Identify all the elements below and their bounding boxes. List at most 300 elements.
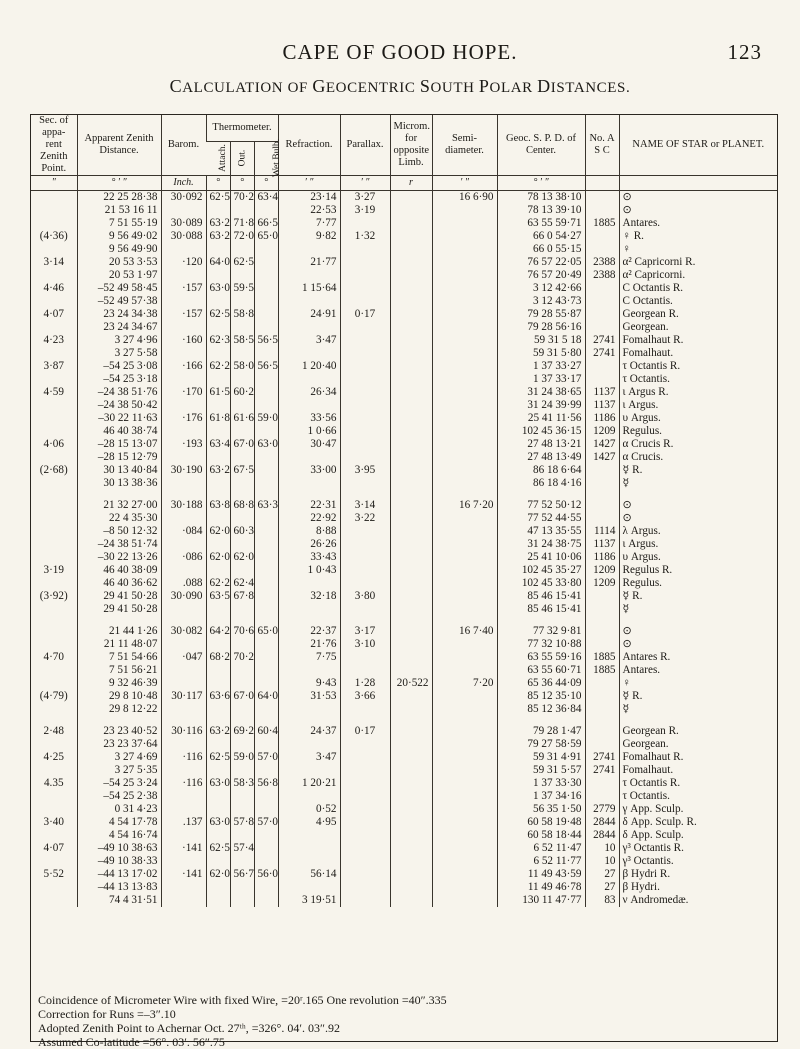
cell-att [206,204,230,217]
cell-geoc: 86 18 6·64 [497,464,585,477]
cell-out: 59·0 [230,751,254,764]
title-part: OUTH [430,80,479,96]
cell-geoc: 78 13 38·10 [497,191,585,205]
cell-semi: 16 7·20 [432,499,497,512]
cell-geoc: 77 32 9·81 [497,625,585,638]
cell-ref: 30·47 [278,438,340,451]
cell-star: τ Octantis. [619,790,777,803]
cell-geoc: 1 37 33·27 [497,360,585,373]
cell-bar: 30·188 [161,499,206,512]
cell-bar: ·116 [161,777,206,790]
cell-zd: 9 56 49·02 [77,230,161,243]
cell-semi [432,590,497,603]
cell-semi [432,564,497,577]
cell-sec [31,204,77,217]
cell-geoc: 60 58 18·44 [497,829,585,842]
cell-no [585,321,619,334]
cell-sec: 4·07 [43,842,64,854]
cell-out [230,564,254,577]
cell-star: ⊙ [619,625,777,638]
unit-cell [585,176,619,191]
cell-zd: 46 40 38·74 [77,425,161,438]
cell-geoc: 85 12 36·84 [497,703,585,716]
cell-zd: 3 27 4·96 [77,334,161,347]
cell-out [230,664,254,677]
cell-wet: 65·0 [254,625,278,638]
header-semi-diameter: Semi-diameter. [432,115,497,176]
cell-mic [390,638,432,651]
cell-no [585,512,619,525]
cell-out [230,764,254,777]
cell-mic [390,230,432,243]
cell-zd: 46 40 38·09 [77,564,161,577]
cell-sec [31,829,77,842]
cell-star: ⊙ [619,191,777,205]
cell-semi [432,868,497,881]
cell-sec: 4.35 [43,777,64,789]
cell-ref: 22·37 [278,625,340,638]
cell-sec: 4·46 [43,282,64,294]
cell-mic [390,829,432,842]
cell-att [206,399,230,412]
cell-att: 62·5 [206,191,230,205]
cell-out: 62·4 [230,577,254,590]
cell-bar: ·116 [161,751,206,764]
gap-cell [254,490,278,499]
cell-ref: 26·26 [278,538,340,551]
cell-star: ⊙ [619,499,777,512]
cell-att: 64·0 [206,256,230,269]
cell-par: 3·19 [340,204,390,217]
cell-mic [390,256,432,269]
cell-out [230,399,254,412]
cell-att [206,638,230,651]
cell-wet [254,564,278,577]
cell-zd: 21 11 48·07 [77,638,161,651]
cell-sec [31,603,77,616]
cell-zd: –49 10 38·63 [77,842,161,855]
cell-wet: 56·5 [254,360,278,373]
cell-bar: ·086 [161,551,206,564]
cell-no [585,638,619,651]
table-row [31,677,777,690]
cell-star: ⊙ [619,638,777,651]
cell-no [585,204,619,217]
cell-par [340,881,390,894]
cell-wet [254,790,278,803]
cell-bar: .137 [161,816,206,829]
title-part: EOCENTRIC [325,80,420,96]
cell-wet [254,269,278,282]
cell-bar: ·193 [161,438,206,451]
cell-bar: ·084 [161,525,206,538]
cell-semi [432,230,497,243]
cell-semi [432,308,497,321]
cell-zd: 3 27 4·69 [77,751,161,764]
table-row [31,894,777,907]
gap-cell [619,716,777,725]
cell-ref: 23·14 [278,191,340,205]
cell-star: Fomalhaut. [619,764,777,777]
cell-no: 1137 [585,399,619,412]
cell-sec [31,451,77,464]
cell-no [585,464,619,477]
cell-att: 62·5 [206,308,230,321]
running-head [0,40,800,66]
cell-mic [390,334,432,347]
header-barometer: Barom. [161,115,206,176]
cell-att [206,512,230,525]
cell-geoc: 63 55 60·71 [497,664,585,677]
cell-par: 3·14 [340,499,390,512]
cell-star: γ³ Octantis. [619,855,777,868]
gap-cell [340,490,390,499]
cell-zd: –30 22 11·63 [77,412,161,425]
cell-out: 70·2 [230,651,254,664]
cell-par [340,282,390,295]
cell-sec [31,217,77,230]
cell-sec [31,243,77,256]
cell-wet: 57·0 [254,816,278,829]
cell-zd: 23 23 37·64 [77,738,161,751]
cell-star: α² Capricorni. [619,269,777,282]
table-row [31,230,777,243]
cell-out: 69·2 [230,725,254,738]
header-refraction: Refraction. [278,115,340,176]
cell-no [585,477,619,490]
cell-no: 2388 [585,269,619,282]
cell-star: ι Argus. [619,538,777,551]
table-row [31,751,777,764]
table-row [31,334,777,347]
cell-par: 0·17 [340,308,390,321]
cell-bar [161,477,206,490]
table-row [31,360,777,373]
table-row [31,538,777,551]
cell-geoc: 25 41 11·56 [497,412,585,425]
gap-cell [619,490,777,499]
cell-att [206,603,230,616]
cell-par: 1·32 [340,230,390,243]
cell-no: 2844 [585,816,619,829]
cell-geoc: 66 0 54·27 [497,230,585,243]
table-row [31,725,777,738]
cell-ref [278,243,340,256]
cell-no [585,725,619,738]
cell-star: Antares R. [619,651,777,664]
cell-sec: 4·07 [43,308,64,320]
cell-sec [31,855,77,868]
cell-par: 3·27 [340,191,390,205]
cell-att: 63·2 [206,464,230,477]
cell-wet [254,842,278,855]
cell-ref [278,269,340,282]
cell-mic [390,725,432,738]
cell-par [340,751,390,764]
gap-cell [619,616,777,625]
cell-semi [432,638,497,651]
cell-ref: 8·88 [278,525,340,538]
cell-wet [254,425,278,438]
cell-ref: 3 19·51 [278,894,340,907]
cell-ref [278,664,340,677]
cell-par: 3·22 [340,512,390,525]
cell-geoc: 79 28 56·16 [497,321,585,334]
cell-semi [432,790,497,803]
cell-ref [278,855,340,868]
cell-par: 3·80 [340,590,390,603]
cell-no: 1209 [585,577,619,590]
cell-att: 62·3 [206,334,230,347]
cell-ref [278,577,340,590]
cell-bar [161,803,206,816]
cell-ref: 26·34 [278,386,340,399]
cell-mic [390,243,432,256]
cell-wet [254,464,278,477]
cell-att: 62·0 [206,868,230,881]
cell-mic [390,551,432,564]
cell-par [340,803,390,816]
footer-line: Adopted Zenith Point to Achernar Oct. 27ᵗʰ, =326°. 04′. 03″.92 [38,1021,340,1035]
cell-semi [432,777,497,790]
cell-mic [390,625,432,638]
cell-att: 62·2 [206,360,230,373]
cell-sec [31,373,77,386]
gap-cell [77,490,161,499]
cell-star: Georgean R. [619,725,777,738]
cell-att: 62·0 [206,525,230,538]
cell-semi [432,321,497,334]
cell-zd: 46 40 36·62 [77,577,161,590]
cell-par [340,412,390,425]
cell-att [206,894,230,907]
cell-zd: 23 24 34·67 [77,321,161,334]
cell-par [340,243,390,256]
cell-mic [390,191,432,205]
gap-cell [254,716,278,725]
cell-mic [390,816,432,829]
cell-att [206,347,230,360]
cell-mic [390,777,432,790]
cell-zd: –8 50 12·32 [77,525,161,538]
cell-bar: 30·092 [161,191,206,205]
cell-no [585,690,619,703]
cell-mic [390,538,432,551]
cell-att [206,425,230,438]
title-part: ISTANCES. [550,80,631,96]
table-row [31,217,777,230]
gap-cell [206,716,230,725]
cell-zd: –54 25 2·38 [77,790,161,803]
unit-cell: ′ ″ [340,176,390,191]
cell-no: 1885 [585,217,619,230]
cell-no [585,308,619,321]
table-row [31,603,777,616]
cell-bar [161,512,206,525]
cell-mic [390,295,432,308]
cell-att: 63·2 [206,230,230,243]
table-row [31,842,777,855]
cell-att [206,664,230,677]
cell-mic [390,204,432,217]
table-row [31,551,777,564]
cell-star: β Hydri R. [619,868,777,881]
cell-zd: 21 53 16 11 [77,204,161,217]
gap-cell [230,490,254,499]
table-row [31,399,777,412]
cell-att: 63·8 [206,499,230,512]
cell-out: 67·5 [230,464,254,477]
cell-ref [278,451,340,464]
cell-mic [390,321,432,334]
cell-ref: 31·53 [278,690,340,703]
cell-no [585,677,619,690]
cell-att: 63·2 [206,725,230,738]
cell-star: α² Capricorni R. [619,256,777,269]
cell-mic [390,842,432,855]
gap-cell [432,490,497,499]
gap-cell [31,490,77,499]
cell-mic [390,399,432,412]
cell-ref [278,477,340,490]
cell-ref [278,373,340,386]
cell-star: ι Argus. [619,399,777,412]
cell-sec: 4·23 [43,334,64,346]
cell-att [206,829,230,842]
cell-bar: 30·088 [161,230,206,243]
cell-wet [254,321,278,334]
cell-zd: 7 51 54·66 [77,651,161,664]
cell-geoc: 63 55 59·16 [497,651,585,664]
cell-star: υ Argus. [619,412,777,425]
cell-ref: 7·77 [278,217,340,230]
cell-mic [390,217,432,230]
cell-star: Fomalhaut. [619,347,777,360]
cell-out: 57·4 [230,842,254,855]
cell-wet: 56·8 [254,777,278,790]
cell-wet: 57·0 [254,751,278,764]
cell-semi [432,881,497,894]
group-gap [31,490,777,499]
cell-sec [31,738,77,751]
cell-mic [390,603,432,616]
cell-no [585,191,619,205]
cell-semi [432,334,497,347]
cell-out [230,881,254,894]
cell-ref: 24·91 [278,308,340,321]
cell-sec [31,881,77,894]
cell-bar: ·120 [161,256,206,269]
table-row [31,386,777,399]
cell-mic: 20·522 [390,677,432,690]
table-row [31,425,777,438]
cell-star: υ Argus. [619,551,777,564]
cell-mic [390,269,432,282]
table-row [31,881,777,894]
cell-geoc: 6 52 11·77 [497,855,585,868]
cell-ref: 3·47 [278,334,340,347]
table-row [31,564,777,577]
cell-par [340,551,390,564]
cell-out [230,790,254,803]
cell-ref: 1 15·64 [278,282,340,295]
unit-cell: ° ′ ″ [497,176,585,191]
cell-zd: 20 53 3·53 [77,256,161,269]
cell-semi [432,412,497,425]
gap-cell [161,716,206,725]
cell-out: 60·2 [230,386,254,399]
cell-ref: 1 0·66 [278,425,340,438]
cell-mic [390,525,432,538]
cell-out: 57·8 [230,816,254,829]
cell-no: 1209 [585,564,619,577]
cell-star: C Octantis R. [619,282,777,295]
cell-wet [254,577,278,590]
table-row [31,855,777,868]
cell-att: 63·0 [206,282,230,295]
cell-semi [432,295,497,308]
cell-sec: 5·52 [43,868,64,880]
cell-par [340,425,390,438]
cell-geoc: 102 45 35·27 [497,564,585,577]
cell-par [340,577,390,590]
cell-no [585,360,619,373]
cell-out [230,243,254,256]
cell-bar [161,321,206,334]
cell-ref: 22·53 [278,204,340,217]
cell-zd: 23 24 34·38 [77,308,161,321]
cell-no [585,373,619,386]
cell-geoc: 102 45 36·15 [497,425,585,438]
cell-semi [432,347,497,360]
cell-mic [390,412,432,425]
title-part: P [478,76,490,96]
table-row [31,803,777,816]
cell-par [340,373,390,386]
cell-star: λ Argus. [619,525,777,538]
cell-mic [390,690,432,703]
cell-mic [390,881,432,894]
cell-sec [31,538,77,551]
cell-out [230,894,254,907]
cell-zd: –52 49 58·45 [77,282,161,295]
header-wet [254,139,282,178]
cell-ref: 7·75 [278,651,340,664]
cell-ref: 1 20·21 [278,777,340,790]
cell-bar: .088 [161,577,206,590]
cell-sec: 3·87 [43,360,64,372]
table-row [31,651,777,664]
cell-no: 1427 [585,451,619,464]
cell-sec [31,551,77,564]
cell-att: 63·2 [206,217,230,230]
cell-out [230,855,254,868]
table-row [31,703,777,716]
cell-zd: 7 51 56·21 [77,664,161,677]
table-row [31,577,777,590]
cell-wet [254,881,278,894]
cell-sec: (3·92) [39,590,68,602]
cell-semi [432,829,497,842]
cell-wet [254,477,278,490]
gap-cell [77,716,161,725]
cell-semi [432,360,497,373]
cell-sec [31,764,77,777]
unit-cell: r [390,176,432,191]
table-row [31,764,777,777]
unit-cell: ° [206,176,230,191]
cell-semi [432,451,497,464]
